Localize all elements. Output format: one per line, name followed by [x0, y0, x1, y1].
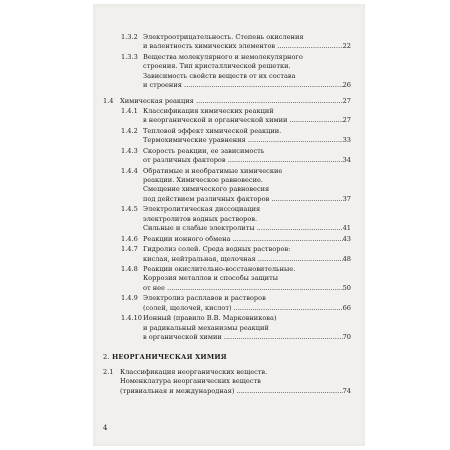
toc-entry-title: и радикальный механизмы реакций — [143, 323, 269, 332]
toc-entry-title: и строения ..... — [143, 81, 343, 90]
toc-entry-title: Номенклатура неорганических веществ — [120, 377, 261, 386]
toc-page-number: 37 — [342, 194, 351, 203]
toc-entry-title: Сильные и слабые электролиты ..... — [143, 224, 343, 233]
toc-entry-title: Тепловой эффект химической реакции. — [143, 126, 282, 135]
toc-entry-number: 1.4.2 — [121, 126, 138, 135]
toc-entry-title: (тривиальная и международная) ..... — [120, 387, 343, 396]
toc-entry-title: Реакции окислительно-восстановительные. — [143, 265, 296, 273]
toc-entry-title: Реакции ионного обмена ..... — [143, 235, 343, 244]
toc-entry-title: (солей, щелочей, кислот) ..... — [143, 304, 343, 313]
toc-entry-title: Электролитическая диссоциация — [143, 205, 261, 214]
toc-entry-number: 1.4.4 — [121, 166, 138, 175]
toc-entry-title: реакции. Химическое равновесие. — [143, 176, 263, 185]
toc-entry-title: строения. Тип кристаллической решетки. — [143, 62, 291, 71]
toc-entry-title: в органической химии ..... — [143, 333, 343, 342]
toc-entry-title: Обратимые и необратимые химические — [143, 166, 283, 175]
toc-page-number: 27 — [342, 96, 351, 105]
toc-entry-title: Зависимость свойств веществ от их состава — [143, 71, 296, 80]
toc-entry-title: Электроотрицательность. Степень окисления — [143, 33, 304, 41]
toc-entry-title: от различных факторов ..... — [143, 156, 343, 165]
toc-entry-title: Классификация неорганических веществ. — [120, 368, 268, 376]
toc-entry-title: Смещение химического равновесия — [143, 185, 270, 194]
toc-page-number: 66 — [342, 303, 351, 312]
toc-entry-title: в неорганической и органической химии ..... — [143, 116, 343, 125]
toc-entry-title: кислая, нейтральная, щелочная ..... — [143, 255, 343, 264]
toc-entry-title: электролитов водных растворов. — [143, 214, 258, 223]
toc-entry-title: НЕОРГАНИЧЕСКАЯ ХИМИЯ — [112, 353, 227, 362]
toc-page-number: 48 — [342, 254, 351, 263]
toc-entry-number: 1.4.8 — [121, 265, 138, 273]
toc-page-number: 50 — [342, 283, 351, 292]
toc-entry-title: Термохимические уравнения ..... — [143, 136, 343, 145]
toc-entry-number: 1.4.6 — [121, 234, 138, 243]
toc-entry-title: Электролиз расплавов и растворов — [143, 294, 266, 303]
toc-page-number: 27 — [342, 116, 351, 125]
toc-entry-title: от нее ..... — [143, 284, 343, 293]
toc-page-number: 74 — [342, 386, 351, 395]
toc-entry-number: 1.4.5 — [121, 205, 138, 214]
toc-page-number: 33 — [342, 136, 351, 145]
toc-page-number: 22 — [342, 42, 351, 51]
toc-entry-number: 1.3.2 — [121, 33, 138, 41]
toc-page-number: 43 — [342, 234, 351, 243]
toc-entry-number: 1.4.3 — [121, 146, 138, 155]
page-number: 4 — [103, 424, 108, 432]
toc-page-number: 26 — [342, 81, 351, 89]
toc-entry-number: 1.4 — [103, 96, 114, 105]
toc-entry-title: Коррозия металлов и способы защиты — [143, 274, 278, 283]
toc-page-number: 41 — [342, 224, 351, 232]
toc-page-number: 34 — [342, 156, 351, 165]
toc-entry-number: 1.4.7 — [121, 245, 138, 254]
toc-entry-number: 1.4.1 — [121, 107, 138, 115]
toc-entry-title: Вещества молекулярного и немолекулярного — [143, 52, 303, 61]
toc-entry-number: 1.4.10 — [121, 314, 142, 323]
toc-entry-title: Химическая реакция ..... — [120, 97, 343, 106]
toc-entry-number: 1.4.9 — [121, 294, 138, 303]
book-page — [93, 4, 365, 446]
toc-entry-number: 2.1 — [103, 368, 114, 376]
toc-entry-title: Классификация химических реакций — [143, 107, 274, 115]
toc-entry-title: под действием различных факторов ..... — [143, 195, 343, 204]
toc-page-number: 70 — [342, 332, 351, 341]
toc-entry-title: Ионный (правило В.В. Марковникова) — [143, 314, 277, 323]
toc-entry-title: Скорость реакции, ее зависимость — [143, 146, 265, 155]
toc-entry-number: 1.3.3 — [121, 52, 138, 61]
toc-entry-title: и валентность химических элементов ..... — [143, 42, 343, 51]
toc-entry-title: Гидролиз солей. Среда водных растворов: — [143, 245, 291, 254]
toc-entry-number: 2. — [103, 353, 110, 362]
